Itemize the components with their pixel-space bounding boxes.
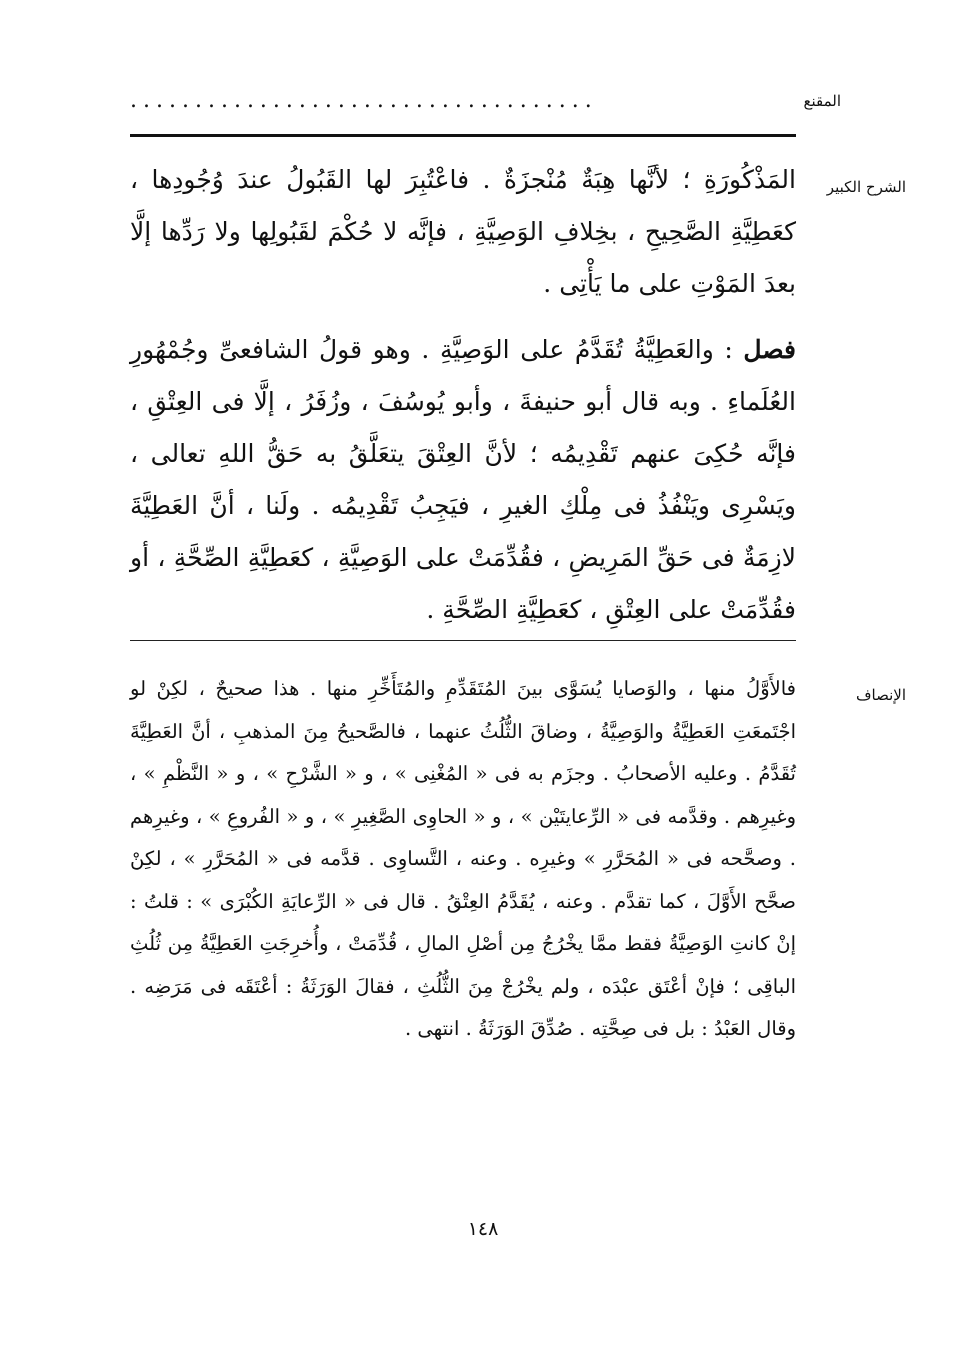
insaf-label: الإنصاف <box>855 686 906 704</box>
insaf-paragraph: فالأَوَّلُ منها ، والوَصايا يُسَوَّى بينَ المُتَقَدِّمِ والمُتَأَخِّرِ منها . هذا صحيحٌ ، لكِنْ لو اجْتَمعَتِ العَطِيَّةُ والوَصِيَّةُ ، وضاقَ الثُّلُثُ عنهما ، فالصَّحيحُ مِنَ المذهبِ ، أنَّ العَطِيَّةَ تُقَدَّمُ . وعليه الأصحابُ . وجزَم به فى « المُغْنِى » ، و « الشَّرْحِ » ، و « النَّظْمِ » ، وغيرِهم . وقدَّمه فى « الرِّعايتَيْن » ، و « الحاوِى الصَّغِيرِ » ، و « الفُروعِ » ، وغيرِهم . وصحَّحه فى « المُحَرَّرِ » وغيرِه . وعنه ، التَّساوِى . قدَّمه فى « المُحَرَّرِ » ، لكِنْ صحَّح الأَوَّلَ ، كما تقدَّم . وعنه ، يُقَدَّمُ العِتْقُ . قال فى « الرِّعايَةِ الكُبْرَى » : قلتُ : إنْ كانتِ الوَصِيَّةُ فقط ممَّا يخْرُجُ مِن أصْلِ المالِ ، قُدِّمَتْ ، وأُخرِجَتِ العَطِيَّةُ مِن ثُلُثِ الباقِى ؛ فإنْ أعْتَق عبْدَه ، ولم يخْرُجْ مِنَ الثُّلُثِ ، فقالَ الوَرَثَةُ : أعْتَقَه فى مَرَضِه . وقال العَبْدُ : بل فى صِحَّتِه . صُدِّقَ الوَرَثَةُ . انتهى . <box>130 677 796 1040</box>
sharh-section <box>130 154 796 636</box>
sharh-label: الشرح الكبير <box>826 178 906 196</box>
fasl-text: : والعَطِيَّةُ تُقَدَّمُ على الوَصِيَّةِ . وهو قولُ الشافعىِّ وجُمْهُورِ العُلَماءِ . وبه قال أبو حنيفةَ ، وأبو يُوسُفَ ، وزُفَرُ ، إلَّا فى العِتْقِ ، فإنَّه حُكِىَ عنهم تَقْدِيمُه ؛ لأنَّ العِتْقَ يتعَلَّقُ به حَقُّ اللهِ تعالى ، ويَسْرِى ويَنْفُذُ فى مِلْكِ الغيرِ ، فيَجِبُ تَقْدِيمُه . ولَنا ، أنَّ العَطِيَّةَ لازِمَةٌ فى حَقِّ المَرِيضِ ، فقُدِّمَتْ على الوَصِيَّةِ ، كعَطِيَّةِ الصِّحَّةِ ، أو فقُدِّمَتْ على العِتْقِ ، كعَطِيَّةِ الصِّحَّةِ . <box>130 335 796 624</box>
sharh-paragraph-2 <box>130 324 796 636</box>
fasl-heading: فصل <box>743 335 796 364</box>
header-rule <box>130 134 796 137</box>
page-number: ١٤٨ <box>467 1218 499 1240</box>
insaf-section <box>130 668 796 1051</box>
section-divider <box>130 640 796 641</box>
leader-dots: .................................... <box>130 88 598 113</box>
running-head: المقنع <box>803 92 841 110</box>
sharh-paragraph-1: المَذْكُورَةِ ؛ لأنَّها هِبَةٌ مُنْجزَةٌ . فاعْتُبِرَ لها القَبُولُ عندَ وُجُودِها ، كعَطِيَّةِ الصَّحِيحِ ، بخِلافِ الوَصِيَّةِ ، فإنَّه لا حُكْمَ لقَبُولِها ولا رَدِّها إلَّا بعدَ المَوْتِ على ما يَأْتِى . <box>130 165 796 298</box>
